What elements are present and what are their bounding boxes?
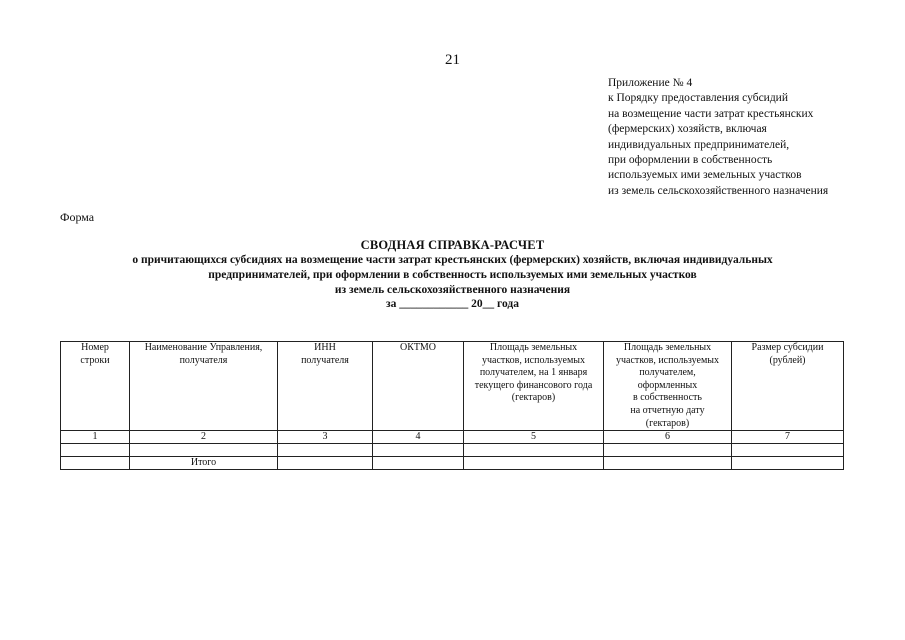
table-total-row bbox=[61, 457, 844, 470]
table-cell bbox=[373, 444, 464, 457]
column-number: 4 bbox=[373, 431, 464, 444]
summary-table bbox=[60, 341, 844, 470]
table-cell bbox=[278, 457, 373, 470]
document-title-block bbox=[0, 237, 905, 312]
subtitle-line: из земель сельскохозяйственного назначения bbox=[334, 283, 571, 296]
appendix-line: к Порядку предоставления субсидий bbox=[608, 92, 788, 105]
table-cell bbox=[732, 444, 844, 457]
column-number: 6 bbox=[604, 431, 732, 444]
appendix-line: Приложение № 4 bbox=[608, 77, 693, 89]
table-header-row bbox=[61, 342, 844, 431]
table-row bbox=[61, 444, 844, 457]
header-cell-area-jan1: Площадь земельных участков, используемых получателем, на 1 января текущего финансового года (гектаров) bbox=[464, 342, 604, 431]
table-cell bbox=[464, 457, 604, 470]
table-column-number-row bbox=[61, 431, 844, 444]
appendix-line: используемых ими земельных участков bbox=[608, 169, 802, 182]
column-number: 5 bbox=[464, 431, 604, 444]
table-cell bbox=[732, 457, 844, 470]
subtitle-line: о причитающихся субсидиях на возмещение части затрат крестьянских (фермерских) хозяйств, включая индивидуальных bbox=[132, 254, 773, 266]
header-cell-subsidy-amount: Размер субсидии (рублей) bbox=[732, 342, 844, 431]
page-number: 21 bbox=[445, 52, 460, 68]
header-cell-row-number: Номер строки bbox=[61, 342, 130, 431]
table-cell bbox=[604, 457, 732, 470]
header-cell-oktmo: ОКТМО bbox=[373, 342, 464, 431]
appendix-note bbox=[608, 76, 898, 199]
table-cell bbox=[61, 457, 130, 470]
appendix-line: на возмещение части затрат крестьянских bbox=[608, 107, 814, 120]
header-cell-inn: ИНН получателя bbox=[278, 342, 373, 431]
subtitle-line: предпринимателей, при оформлении в собственность используемых ими земельных участков bbox=[208, 268, 697, 281]
column-number: 7 bbox=[732, 431, 844, 444]
total-label: Итого bbox=[130, 457, 278, 470]
column-number: 1 bbox=[61, 431, 130, 444]
document-title: СВОДНАЯ СПРАВКА-РАСЧЕТ bbox=[360, 238, 545, 252]
appendix-line: из земель сельскохозяйственного назначения bbox=[608, 184, 829, 197]
appendix-line: (фермерских) хозяйств, включая bbox=[608, 123, 767, 136]
column-number: 3 bbox=[278, 431, 373, 444]
column-number: 2 bbox=[130, 431, 278, 444]
table-cell bbox=[61, 444, 130, 457]
table-cell bbox=[278, 444, 373, 457]
document-subtitle bbox=[0, 253, 905, 312]
header-cell-recipient-name: Наименование Управления, получателя bbox=[130, 342, 278, 431]
appendix-line: при оформлении в собственность bbox=[608, 154, 773, 167]
appendix-line: индивидуальных предпринимателей, bbox=[608, 138, 790, 151]
period-line: за ____________ 20__ года bbox=[386, 298, 519, 311]
form-label: Форма bbox=[60, 210, 95, 224]
table-cell bbox=[464, 444, 604, 457]
header-cell-area-registered: Площадь земельных участков, используемых получателем, оформленных в собственность на отчетную дату (гектаров) bbox=[604, 342, 732, 431]
table-cell bbox=[130, 444, 278, 457]
table-cell bbox=[604, 444, 732, 457]
table-cell bbox=[373, 457, 464, 470]
